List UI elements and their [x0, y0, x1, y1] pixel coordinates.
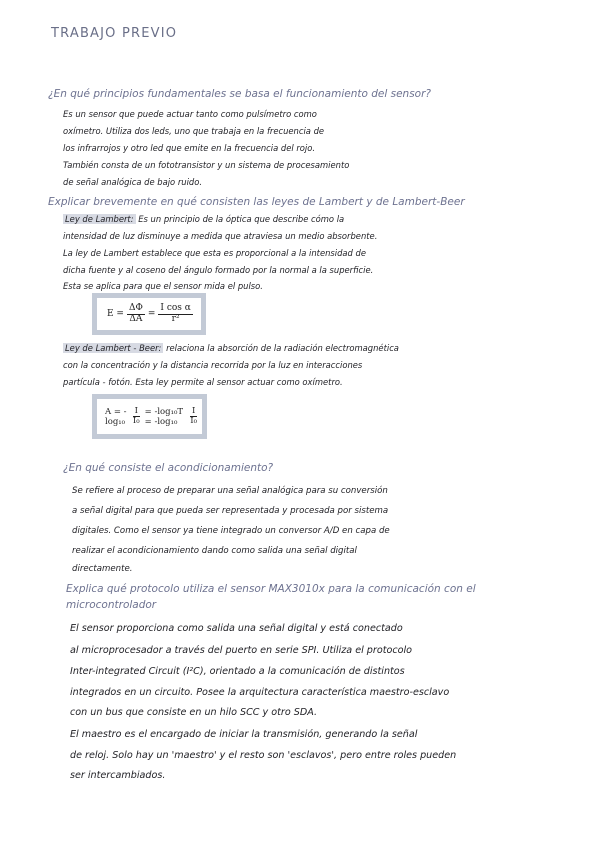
answer-text: relaciona la absorción de la radiación electromagnética	[166, 343, 399, 353]
fraction-denominator: r²	[171, 313, 180, 324]
answer-line: los infrarrojos y otro led que emite en la frecuencia del rojo.	[63, 143, 316, 153]
answer-line: de reloj. Solo hay un 'maestro' y el resto son 'esclavos', pero entre roles pueden	[70, 750, 457, 761]
formula-part: A = -log₁₀	[105, 406, 127, 427]
formula-part: = -log₁₀T = -log₁₀	[144, 406, 184, 427]
answer-line: con la concentración y la distancia recorrida por la luz en interacciones	[63, 360, 363, 370]
question-sensor-principles: ¿En qué principios fundamentales se basa el funcionamiento del sensor?	[48, 88, 431, 100]
formula-lhs: E =	[107, 309, 124, 319]
fraction	[188, 407, 199, 427]
answer-line: Inter-integrated Circuit (I²C), orientado a la comunicación de distintos	[70, 666, 405, 677]
answer-line: de señal analógica de bajo ruido.	[63, 177, 203, 187]
answer-line	[63, 214, 344, 224]
answer-line: dicha fuente y al coseno del ángulo formado por la normal a la superficie.	[63, 265, 374, 275]
lambert-formula-box	[92, 293, 206, 335]
formula-equals: =	[147, 309, 156, 319]
answer-line: al microprocesador a través del puerto en serie SPI. Utiliza el protocolo	[70, 645, 413, 656]
answer-line: digitales. Como el sensor ya tiene integrado un conversor A/D en capa de	[72, 526, 390, 536]
answer-line: ser intercambiados.	[70, 770, 166, 781]
fraction	[158, 304, 192, 325]
answer-line: Es un sensor que puede actuar tanto como pulsímetro como	[63, 109, 317, 119]
lambert-beer-formula-box	[92, 394, 207, 439]
answer-line: El sensor proporciona como salida una señal digital y está conectado	[70, 623, 403, 634]
answer-line: oxímetro. Utiliza dos leds, uno que trabaja en la frecuencia de	[63, 126, 325, 136]
term-lambert-beer: Ley de Lambert - Beer:	[65, 343, 162, 353]
answer-line: directamente.	[72, 564, 133, 574]
answer-line: Se refiere al proceso de preparar una señal analógica para su conversión	[72, 486, 388, 496]
answer-line	[63, 343, 399, 353]
fraction-numerator: I	[134, 405, 138, 416]
fraction	[127, 304, 145, 325]
answer-line: El maestro es el encargado de iniciar la transmisión, generando la señal	[70, 729, 418, 740]
fraction-numerator: I cos α	[160, 302, 191, 313]
question-protocol-cont: microcontrolador	[66, 599, 157, 611]
question-conditioning: ¿En qué consiste el acondicionamiento?	[63, 462, 274, 474]
fraction-numerator: ΔΦ	[128, 302, 143, 313]
fraction-denominator: I₀	[132, 416, 140, 426]
answer-line: intensidad de luz disminuye a medida que atraviesa un medio absorbente.	[63, 231, 378, 241]
fraction-denominator: I₀	[190, 416, 197, 426]
question-protocol: Explica qué protocolo utiliza el sensor MAX3010x para la comunicación con el	[66, 583, 476, 595]
term-lambert: Ley de Lambert:	[65, 214, 134, 224]
answer-line: La ley de Lambert establece que esta es proporcional a la intensidad de	[63, 248, 366, 258]
answer-line: realizar el acondicionamiento dando como salida una señal digital	[72, 546, 357, 556]
answer-line: También consta de un fototransistor y un sistema de procesamiento	[63, 160, 350, 170]
question-lambert-laws: Explicar brevemente en qué consisten las leyes de Lambert y de Lambert-Beer	[48, 196, 465, 208]
answer-line: partícula - fotón. Esta ley permite al sensor actuar como oxímetro.	[63, 377, 343, 387]
answer-line: a señal digital para que pueda ser representada y procesada por sistema	[72, 506, 389, 516]
answer-text: Es un principio de la óptica que describe cómo la	[138, 214, 345, 224]
fraction	[131, 407, 142, 427]
page-title: TRABAJO PREVIO	[51, 26, 178, 41]
fraction-numerator: I	[191, 405, 196, 416]
fraction-denominator: ΔA	[129, 313, 143, 324]
answer-line: integrados en un circuito. Posee la arquitectura característica maestro-esclavo	[70, 687, 450, 698]
answer-line: Esta se aplica para que el sensor mida el pulso.	[63, 281, 263, 291]
answer-line: con un bus que consiste en un hilo SCC y otro SDA.	[70, 707, 318, 718]
